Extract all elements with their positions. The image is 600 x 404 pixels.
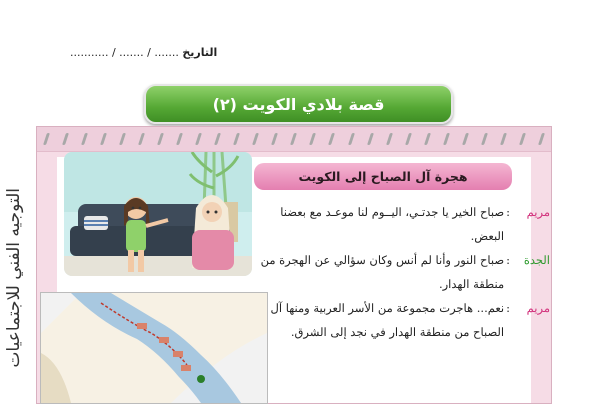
- ring-icon: [500, 133, 507, 145]
- ring-icon: [81, 133, 88, 145]
- ring-icon: [348, 133, 355, 145]
- ring-icon: [62, 133, 69, 145]
- notebook-binding-strip: [37, 127, 551, 152]
- ring-icon: [252, 133, 259, 145]
- side-caption: [4, 188, 32, 402]
- ring-icon: [405, 133, 412, 145]
- ring-icon: [214, 133, 221, 145]
- speech-text: صباح النور وأنا لم أنس وكان سؤالي عن الهجرة من منطقة الهدار.: [260, 253, 505, 291]
- dialogue-line: [254, 200, 550, 248]
- ring-icon: [386, 133, 393, 145]
- dialogue-line: [254, 248, 550, 296]
- date-line: [70, 46, 217, 59]
- speaker-name: الجدة: [523, 253, 550, 267]
- date-placeholder: ....... / ....... / ...........: [70, 46, 179, 59]
- ring-icon: [367, 133, 374, 145]
- spiral-rings: [45, 133, 543, 147]
- section-heading: هجرة آل الصباح إلى الكويت: [254, 163, 512, 190]
- speech-text: صباح الخير يا جدتـي، اليــوم لنا موعـد مع بعضنا البعض.: [280, 205, 505, 243]
- ring-icon: [233, 133, 240, 145]
- ring-icon: [481, 133, 488, 145]
- ring-icon: [462, 133, 469, 145]
- speaker-name: مريم: [526, 205, 550, 219]
- ring-icon: [138, 133, 145, 145]
- ring-icon: [309, 133, 316, 145]
- ring-icon: [290, 133, 297, 145]
- region-map: [40, 292, 268, 404]
- page-title: قصة بلادي الكويت (٢): [144, 84, 453, 124]
- ring-icon: [271, 133, 278, 145]
- speaker-name: مريم: [526, 301, 550, 315]
- ring-icon: [195, 133, 202, 145]
- grandmother-girl-illustration: [64, 152, 252, 276]
- ring-icon: [329, 133, 336, 145]
- migration-map-illustration: [41, 293, 267, 403]
- story-illustration: [64, 152, 252, 276]
- ring-icon: [100, 133, 107, 145]
- ring-icon: [443, 133, 450, 145]
- speaker-colon: :: [506, 253, 510, 267]
- ring-icon: [119, 133, 126, 145]
- speaker-colon: :: [506, 301, 510, 315]
- side-caption-text: التوجيه الفني للاجتماعيات: [4, 188, 24, 368]
- ring-icon: [157, 133, 164, 145]
- ring-icon: [424, 133, 431, 145]
- dialogue-line: [254, 296, 550, 344]
- speaker-colon: :: [506, 205, 510, 219]
- ring-icon: [176, 133, 183, 145]
- ring-icon: [519, 133, 526, 145]
- ring-icon: [43, 133, 50, 145]
- dialogue-block: [254, 200, 550, 344]
- date-label: التاريخ: [182, 46, 218, 59]
- speech-text: نعم... هاجرت مجموعة من الأسر العربية ومنها آل الصباح من منطقة الهدار في نجد إلى الشرق.: [270, 301, 505, 339]
- ring-icon: [538, 133, 545, 145]
